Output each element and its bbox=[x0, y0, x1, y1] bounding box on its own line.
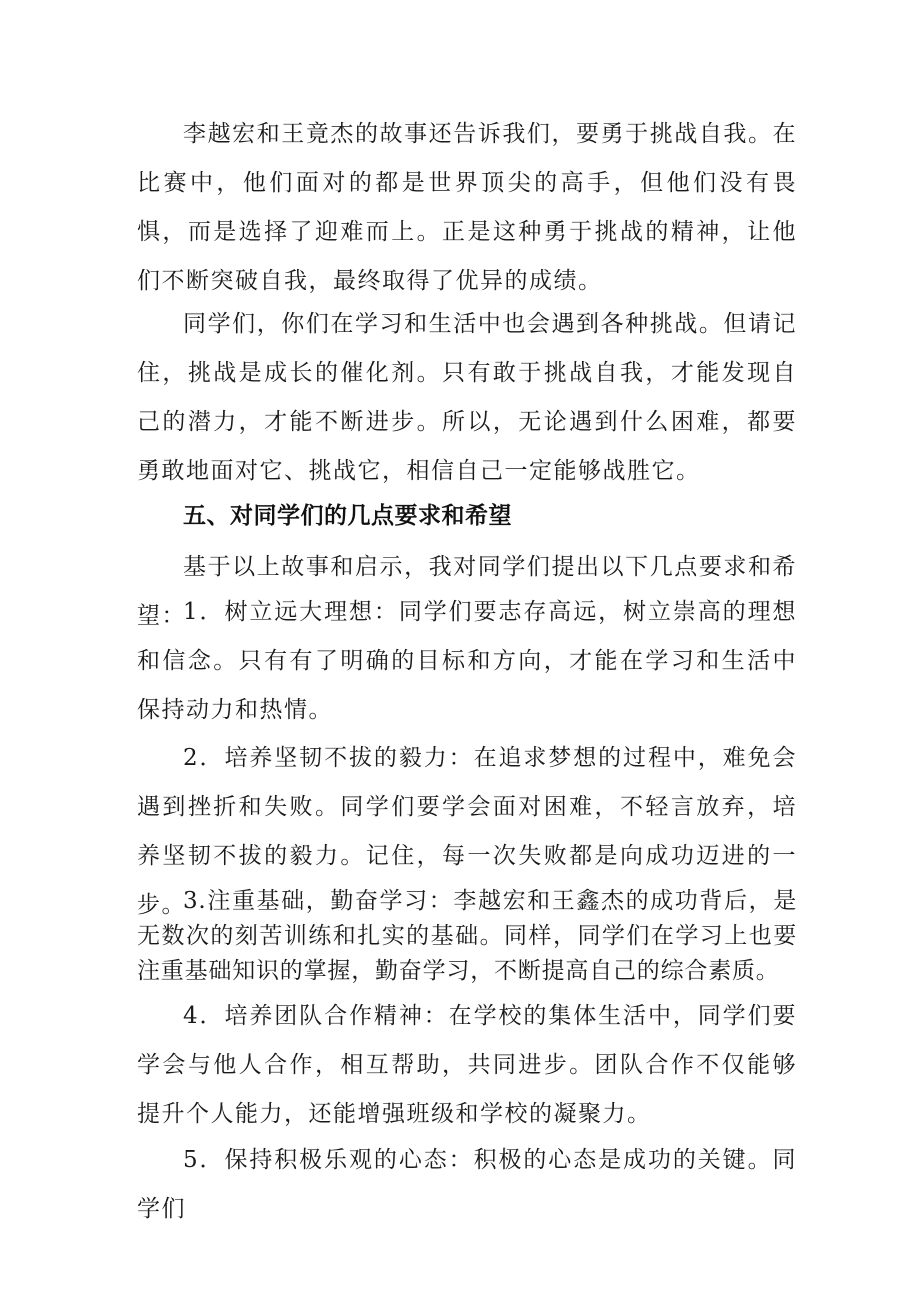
body-paragraph: 同学们，你们在学习和生活中也会遇到各种挑战。但请记住，挑战是成长的催化剂。只有敢于挑战自我，才能发现自己的潜力，才能不断进步。所以，无论遇到什么困难，都要勇敢地面对它、挑战它，相信自己一定能够战胜它。 bbox=[137, 311, 797, 484]
body-paragraph: 李越宏和王竟杰的故事还告诉我们，要勇于挑战自我。在比赛中，他们面对的都是世界顶尖的高手，但他们没有畏惧，而是选择了迎难而上。正是这种勇于挑战的精神，让他们不断突破自我，最终取得了优异的成绩。 bbox=[137, 121, 797, 294]
list-item: 5．保持积极乐观的心态：积极的心态是成功的关键。同学们 bbox=[137, 1147, 797, 1222]
list-item: 2．培养坚韧不拔的毅力：在追求梦想的过程中，难免会遇到挫折和失败。同学们要学会面对困难，不轻言放弃，培养坚韧不拔的毅力。记住，每一次失败都是向成功迈进的一步。 bbox=[137, 745, 797, 918]
list-item: 4．培养团队合作精神：在学校的集体生活中，同学们要学会与他人合作，相互帮助，共同进步。团队合作不仅能够提升个人能力，还能增强班级和学校的凝聚力。 bbox=[137, 1003, 797, 1127]
list-item: 1．树立远大理想：同学们要志存高远，树立崇高的理想和信念。只有有了明确的目标和方向，才能在学习和生活中保持动力和热情。 bbox=[137, 599, 797, 723]
list-item: 3.注重基础，勤奋学习：李越宏和王鑫杰的成功背后，是无数次的刻苦训练和扎实的基础。同样，同学们在学习上也要注重基础知识的掌握，勤奋学习，不断提高自己的综合素质。 bbox=[137, 888, 797, 984]
intro-paragraph: 基于以上故事和启示，我对同学们提出以下几点要求和希望： bbox=[137, 554, 797, 629]
section-heading: 五、对同学们的几点要求和希望 bbox=[183, 503, 512, 529]
